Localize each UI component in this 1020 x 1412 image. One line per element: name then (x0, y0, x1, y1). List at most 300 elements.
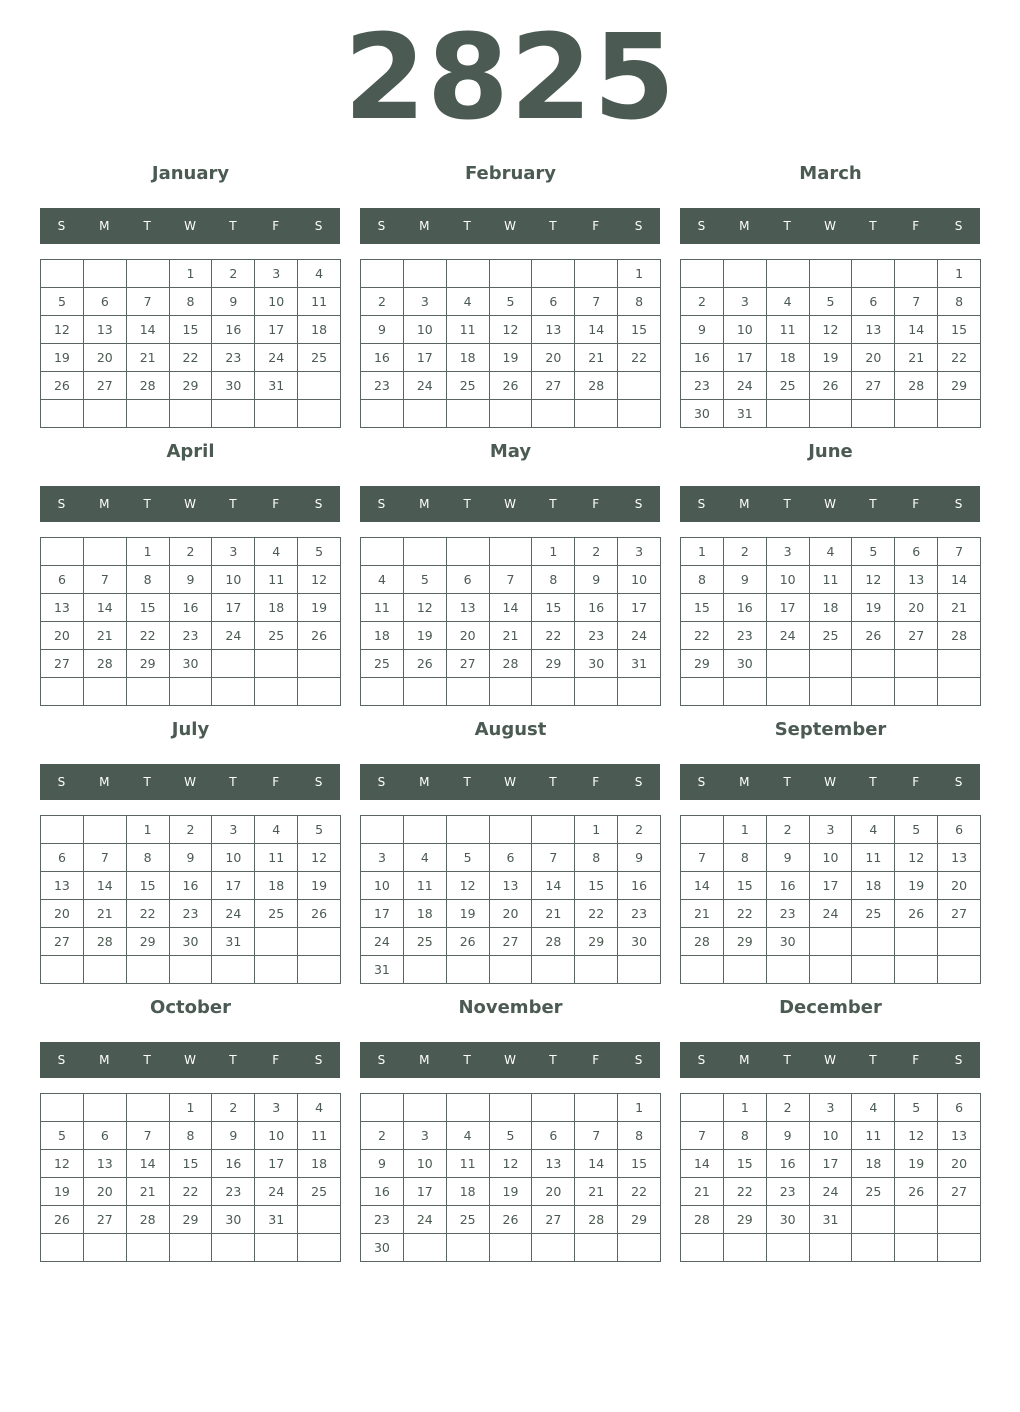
empty-day-cell (361, 678, 404, 706)
day-cell: 19 (41, 1178, 84, 1206)
day-cell: 11 (446, 316, 489, 344)
day-cell: 12 (41, 316, 84, 344)
day-cell: 13 (938, 1122, 981, 1150)
day-cell: 9 (212, 1122, 255, 1150)
week-row (681, 538, 981, 566)
empty-day-cell (83, 538, 126, 566)
week-row (681, 566, 981, 594)
empty-day-cell (255, 1234, 298, 1262)
weekday-header (680, 1042, 980, 1078)
day-cell: 8 (169, 1122, 212, 1150)
empty-day-cell (852, 260, 895, 288)
day-cell: 6 (446, 566, 489, 594)
weekday-label: W (184, 497, 196, 511)
empty-day-cell (895, 956, 938, 984)
weekday-header (680, 486, 980, 522)
day-cell: 17 (766, 594, 809, 622)
day-cell: 7 (489, 566, 532, 594)
day-cell: 18 (446, 344, 489, 372)
week-row (361, 928, 661, 956)
day-cell: 21 (895, 344, 938, 372)
week-row (361, 678, 661, 706)
week-row (361, 650, 661, 678)
day-cell: 5 (403, 566, 446, 594)
day-cell: 7 (681, 1122, 724, 1150)
day-cell: 18 (403, 900, 446, 928)
month-name: June (808, 441, 853, 462)
week-row (361, 260, 661, 288)
day-grid (680, 537, 981, 706)
day-cell: 16 (723, 594, 766, 622)
day-cell: 10 (212, 844, 255, 872)
weekday-label: M (99, 219, 110, 233)
weekday-label: F (272, 1053, 280, 1067)
weekday-label: T (549, 1053, 557, 1067)
empty-day-cell (41, 1234, 84, 1262)
empty-day-cell (938, 1206, 981, 1234)
day-cell: 17 (618, 594, 661, 622)
day-cell: 12 (489, 316, 532, 344)
day-cell: 25 (255, 900, 298, 928)
day-cell: 14 (83, 872, 126, 900)
weekday-label: W (824, 775, 836, 789)
day-cell: 28 (532, 928, 575, 956)
day-cell: 3 (403, 1122, 446, 1150)
day-cell: 4 (766, 288, 809, 316)
day-cell: 20 (938, 872, 981, 900)
day-cell: 5 (809, 288, 852, 316)
empty-day-cell (809, 928, 852, 956)
day-cell: 25 (852, 900, 895, 928)
day-cell: 4 (852, 1094, 895, 1122)
day-cell: 8 (681, 566, 724, 594)
day-cell: 20 (83, 344, 126, 372)
day-cell: 13 (41, 594, 84, 622)
day-cell: 24 (403, 372, 446, 400)
week-row (41, 1094, 341, 1122)
day-cell: 4 (403, 844, 446, 872)
empty-day-cell (361, 260, 404, 288)
day-cell: 1 (126, 816, 169, 844)
empty-day-cell (895, 678, 938, 706)
day-cell: 27 (83, 1206, 126, 1234)
day-cell: 27 (489, 928, 532, 956)
weekday-label: S (57, 497, 66, 511)
day-cell: 1 (169, 260, 212, 288)
day-cell: 18 (298, 316, 341, 344)
month-name: February (464, 163, 557, 184)
day-cell: 27 (938, 900, 981, 928)
day-cell: 10 (212, 566, 255, 594)
day-cell: 16 (212, 1150, 255, 1178)
day-cell: 8 (169, 288, 212, 316)
empty-day-cell (938, 1234, 981, 1262)
empty-day-cell (895, 260, 938, 288)
day-cell: 21 (681, 900, 724, 928)
week-row (361, 1094, 661, 1122)
empty-day-cell (489, 538, 532, 566)
weekday-label: W (824, 1053, 836, 1067)
weekday-header (360, 208, 660, 244)
empty-day-cell (489, 1234, 532, 1262)
weekday-label: W (184, 775, 196, 789)
empty-day-cell (446, 400, 489, 428)
day-cell: 6 (852, 288, 895, 316)
week-row (681, 678, 981, 706)
day-cell: 17 (809, 1150, 852, 1178)
day-cell: 22 (575, 900, 618, 928)
week-row (361, 344, 661, 372)
empty-day-cell (618, 372, 661, 400)
weekday-label: M (99, 497, 110, 511)
day-grid (40, 537, 341, 706)
day-cell: 4 (361, 566, 404, 594)
day-cell: 1 (169, 1094, 212, 1122)
day-cell: 5 (298, 816, 341, 844)
day-cell: 10 (723, 316, 766, 344)
day-cell: 25 (852, 1178, 895, 1206)
empty-day-cell (446, 816, 489, 844)
day-cell: 30 (681, 400, 724, 428)
day-cell: 6 (938, 816, 981, 844)
day-cell: 14 (532, 872, 575, 900)
day-cell: 16 (766, 1150, 809, 1178)
weekday-label: T (143, 775, 151, 789)
week-row (361, 288, 661, 316)
week-row (681, 1206, 981, 1234)
week-row (41, 1206, 341, 1234)
day-cell: 10 (403, 1150, 446, 1178)
weekday-label: F (592, 219, 600, 233)
weekday-label: W (184, 1053, 196, 1067)
empty-day-cell (41, 956, 84, 984)
week-row (41, 594, 341, 622)
day-cell: 30 (766, 1206, 809, 1234)
empty-day-cell (852, 1206, 895, 1234)
day-cell: 7 (126, 288, 169, 316)
day-cell: 29 (126, 650, 169, 678)
day-cell: 6 (532, 288, 575, 316)
day-cell: 11 (766, 316, 809, 344)
empty-day-cell (489, 260, 532, 288)
week-row (361, 372, 661, 400)
day-cell: 29 (681, 650, 724, 678)
empty-day-cell (446, 1234, 489, 1262)
day-cell: 7 (83, 844, 126, 872)
day-cell: 19 (895, 872, 938, 900)
weekday-label: S (314, 1053, 323, 1067)
day-cell: 2 (723, 538, 766, 566)
day-cell: 3 (361, 844, 404, 872)
day-cell: 9 (361, 316, 404, 344)
day-cell: 7 (938, 538, 981, 566)
day-cell: 23 (618, 900, 661, 928)
day-cell: 5 (852, 538, 895, 566)
day-cell: 6 (83, 288, 126, 316)
day-cell: 18 (766, 344, 809, 372)
weekday-label: M (419, 1053, 430, 1067)
week-row (41, 316, 341, 344)
day-cell: 14 (489, 594, 532, 622)
day-cell: 8 (618, 288, 661, 316)
week-row (41, 288, 341, 316)
day-cell: 16 (361, 1178, 404, 1206)
day-cell: 5 (489, 288, 532, 316)
day-cell: 6 (83, 1122, 126, 1150)
day-cell: 11 (403, 872, 446, 900)
empty-day-cell (298, 678, 341, 706)
day-cell: 25 (766, 372, 809, 400)
empty-day-cell (575, 1094, 618, 1122)
weekday-label: M (739, 497, 750, 511)
weekday-label: W (504, 219, 516, 233)
empty-day-cell (212, 678, 255, 706)
day-cell: 18 (446, 1178, 489, 1206)
empty-day-cell (403, 538, 446, 566)
empty-day-cell (809, 956, 852, 984)
week-row (41, 872, 341, 900)
day-cell: 29 (126, 928, 169, 956)
day-cell: 10 (255, 288, 298, 316)
day-cell: 31 (212, 928, 255, 956)
week-row (681, 844, 981, 872)
weekday-label: S (634, 1053, 643, 1067)
day-cell: 12 (403, 594, 446, 622)
empty-day-cell (41, 816, 84, 844)
weekday-label: W (504, 1053, 516, 1067)
day-cell: 17 (361, 900, 404, 928)
day-cell: 22 (169, 344, 212, 372)
week-row (41, 816, 341, 844)
day-cell: 7 (126, 1122, 169, 1150)
weekday-label: T (869, 497, 877, 511)
week-row (41, 538, 341, 566)
week-row (681, 900, 981, 928)
day-cell: 21 (83, 900, 126, 928)
day-cell: 5 (895, 816, 938, 844)
day-cell: 15 (169, 316, 212, 344)
day-cell: 16 (169, 872, 212, 900)
empty-day-cell (938, 400, 981, 428)
day-cell: 23 (169, 622, 212, 650)
week-row (41, 650, 341, 678)
weekday-label: F (912, 1053, 920, 1067)
weekday-label: M (739, 1053, 750, 1067)
empty-day-cell (809, 1234, 852, 1262)
empty-day-cell (255, 678, 298, 706)
weekday-label: M (419, 219, 430, 233)
weekday-header (680, 764, 980, 800)
day-cell: 16 (361, 344, 404, 372)
day-cell: 8 (126, 566, 169, 594)
day-cell: 9 (618, 844, 661, 872)
day-cell: 25 (255, 622, 298, 650)
day-cell: 23 (723, 622, 766, 650)
day-cell: 16 (575, 594, 618, 622)
empty-day-cell (766, 956, 809, 984)
empty-day-cell (169, 956, 212, 984)
day-cell: 4 (446, 1122, 489, 1150)
day-cell: 23 (212, 1178, 255, 1206)
week-row (361, 622, 661, 650)
empty-day-cell (255, 650, 298, 678)
month-name: December (779, 997, 882, 1018)
day-cell: 7 (681, 844, 724, 872)
weekday-label: S (57, 219, 66, 233)
day-cell: 15 (575, 872, 618, 900)
day-cell: 24 (255, 1178, 298, 1206)
day-cell: 11 (298, 288, 341, 316)
day-cell: 2 (681, 288, 724, 316)
day-cell: 19 (852, 594, 895, 622)
day-cell: 30 (169, 928, 212, 956)
day-cell: 11 (446, 1150, 489, 1178)
empty-day-cell (618, 956, 661, 984)
empty-day-cell (169, 400, 212, 428)
day-cell: 22 (723, 900, 766, 928)
empty-day-cell (403, 956, 446, 984)
day-cell: 26 (298, 900, 341, 928)
weekday-label: W (504, 497, 516, 511)
day-cell: 6 (532, 1122, 575, 1150)
day-cell: 15 (532, 594, 575, 622)
empty-day-cell (126, 1234, 169, 1262)
week-row (361, 1178, 661, 1206)
day-cell: 14 (126, 316, 169, 344)
empty-day-cell (852, 1234, 895, 1262)
day-cell: 24 (809, 1178, 852, 1206)
day-cell: 1 (723, 816, 766, 844)
day-cell: 27 (938, 1178, 981, 1206)
day-cell: 3 (766, 538, 809, 566)
day-cell: 12 (809, 316, 852, 344)
empty-day-cell (938, 956, 981, 984)
day-cell: 30 (618, 928, 661, 956)
empty-day-cell (446, 678, 489, 706)
day-cell: 2 (361, 1122, 404, 1150)
empty-day-cell (126, 400, 169, 428)
day-cell: 19 (41, 344, 84, 372)
day-cell: 27 (446, 650, 489, 678)
day-cell: 9 (723, 566, 766, 594)
day-cell: 18 (255, 594, 298, 622)
empty-day-cell (852, 956, 895, 984)
day-cell: 7 (895, 288, 938, 316)
week-row (681, 372, 981, 400)
day-cell: 30 (766, 928, 809, 956)
week-row (361, 1206, 661, 1234)
day-cell: 2 (575, 538, 618, 566)
week-row (681, 260, 981, 288)
day-cell: 25 (403, 928, 446, 956)
month-name: May (489, 441, 532, 462)
weekday-label: F (592, 497, 600, 511)
day-cell: 13 (83, 1150, 126, 1178)
day-cell: 20 (852, 344, 895, 372)
day-cell: 5 (41, 288, 84, 316)
empty-day-cell (938, 928, 981, 956)
day-cell: 30 (575, 650, 618, 678)
day-cell: 21 (126, 344, 169, 372)
month-name: April (166, 441, 215, 462)
day-cell: 10 (255, 1122, 298, 1150)
day-cell: 17 (255, 316, 298, 344)
weekday-label: S (634, 775, 643, 789)
day-cell: 15 (169, 1150, 212, 1178)
weekday-header (40, 1042, 340, 1078)
day-cell: 25 (809, 622, 852, 650)
day-grid (680, 1093, 981, 1262)
empty-day-cell (298, 372, 341, 400)
month-name: August (474, 719, 547, 740)
day-cell: 18 (852, 1150, 895, 1178)
empty-day-cell (618, 678, 661, 706)
weekday-label: W (824, 497, 836, 511)
week-row (681, 872, 981, 900)
day-cell: 3 (403, 288, 446, 316)
empty-day-cell (681, 260, 724, 288)
day-cell: 28 (681, 1206, 724, 1234)
day-cell: 16 (681, 344, 724, 372)
day-cell: 20 (41, 900, 84, 928)
day-cell: 27 (532, 1206, 575, 1234)
day-cell: 23 (361, 372, 404, 400)
day-grid (680, 815, 981, 984)
weekday-label: M (739, 775, 750, 789)
day-cell: 21 (681, 1178, 724, 1206)
day-cell: 3 (255, 260, 298, 288)
day-cell: 8 (938, 288, 981, 316)
empty-day-cell (575, 400, 618, 428)
empty-day-cell (255, 956, 298, 984)
empty-day-cell (575, 956, 618, 984)
day-cell: 14 (681, 1150, 724, 1178)
day-cell: 25 (446, 372, 489, 400)
day-cell: 13 (41, 872, 84, 900)
day-cell: 28 (126, 372, 169, 400)
day-cell: 26 (41, 372, 84, 400)
day-cell: 2 (361, 288, 404, 316)
empty-day-cell (681, 816, 724, 844)
day-cell: 4 (809, 538, 852, 566)
empty-day-cell (212, 1234, 255, 1262)
empty-day-cell (298, 1234, 341, 1262)
empty-day-cell (298, 956, 341, 984)
day-cell: 16 (766, 872, 809, 900)
day-cell: 29 (723, 928, 766, 956)
day-cell: 13 (489, 872, 532, 900)
month-name: October (150, 997, 231, 1018)
day-cell: 15 (723, 872, 766, 900)
day-cell: 13 (83, 316, 126, 344)
day-cell: 5 (41, 1122, 84, 1150)
day-cell: 24 (809, 900, 852, 928)
empty-day-cell (809, 678, 852, 706)
day-cell: 27 (532, 372, 575, 400)
week-row (361, 538, 661, 566)
empty-day-cell (169, 678, 212, 706)
empty-day-cell (532, 816, 575, 844)
weekday-label: T (229, 775, 237, 789)
weekday-header (360, 1042, 660, 1078)
empty-day-cell (809, 260, 852, 288)
day-cell: 25 (446, 1206, 489, 1234)
day-cell: 8 (618, 1122, 661, 1150)
weekday-label: T (549, 775, 557, 789)
day-cell: 24 (403, 1206, 446, 1234)
day-cell: 7 (575, 1122, 618, 1150)
empty-day-cell (532, 678, 575, 706)
